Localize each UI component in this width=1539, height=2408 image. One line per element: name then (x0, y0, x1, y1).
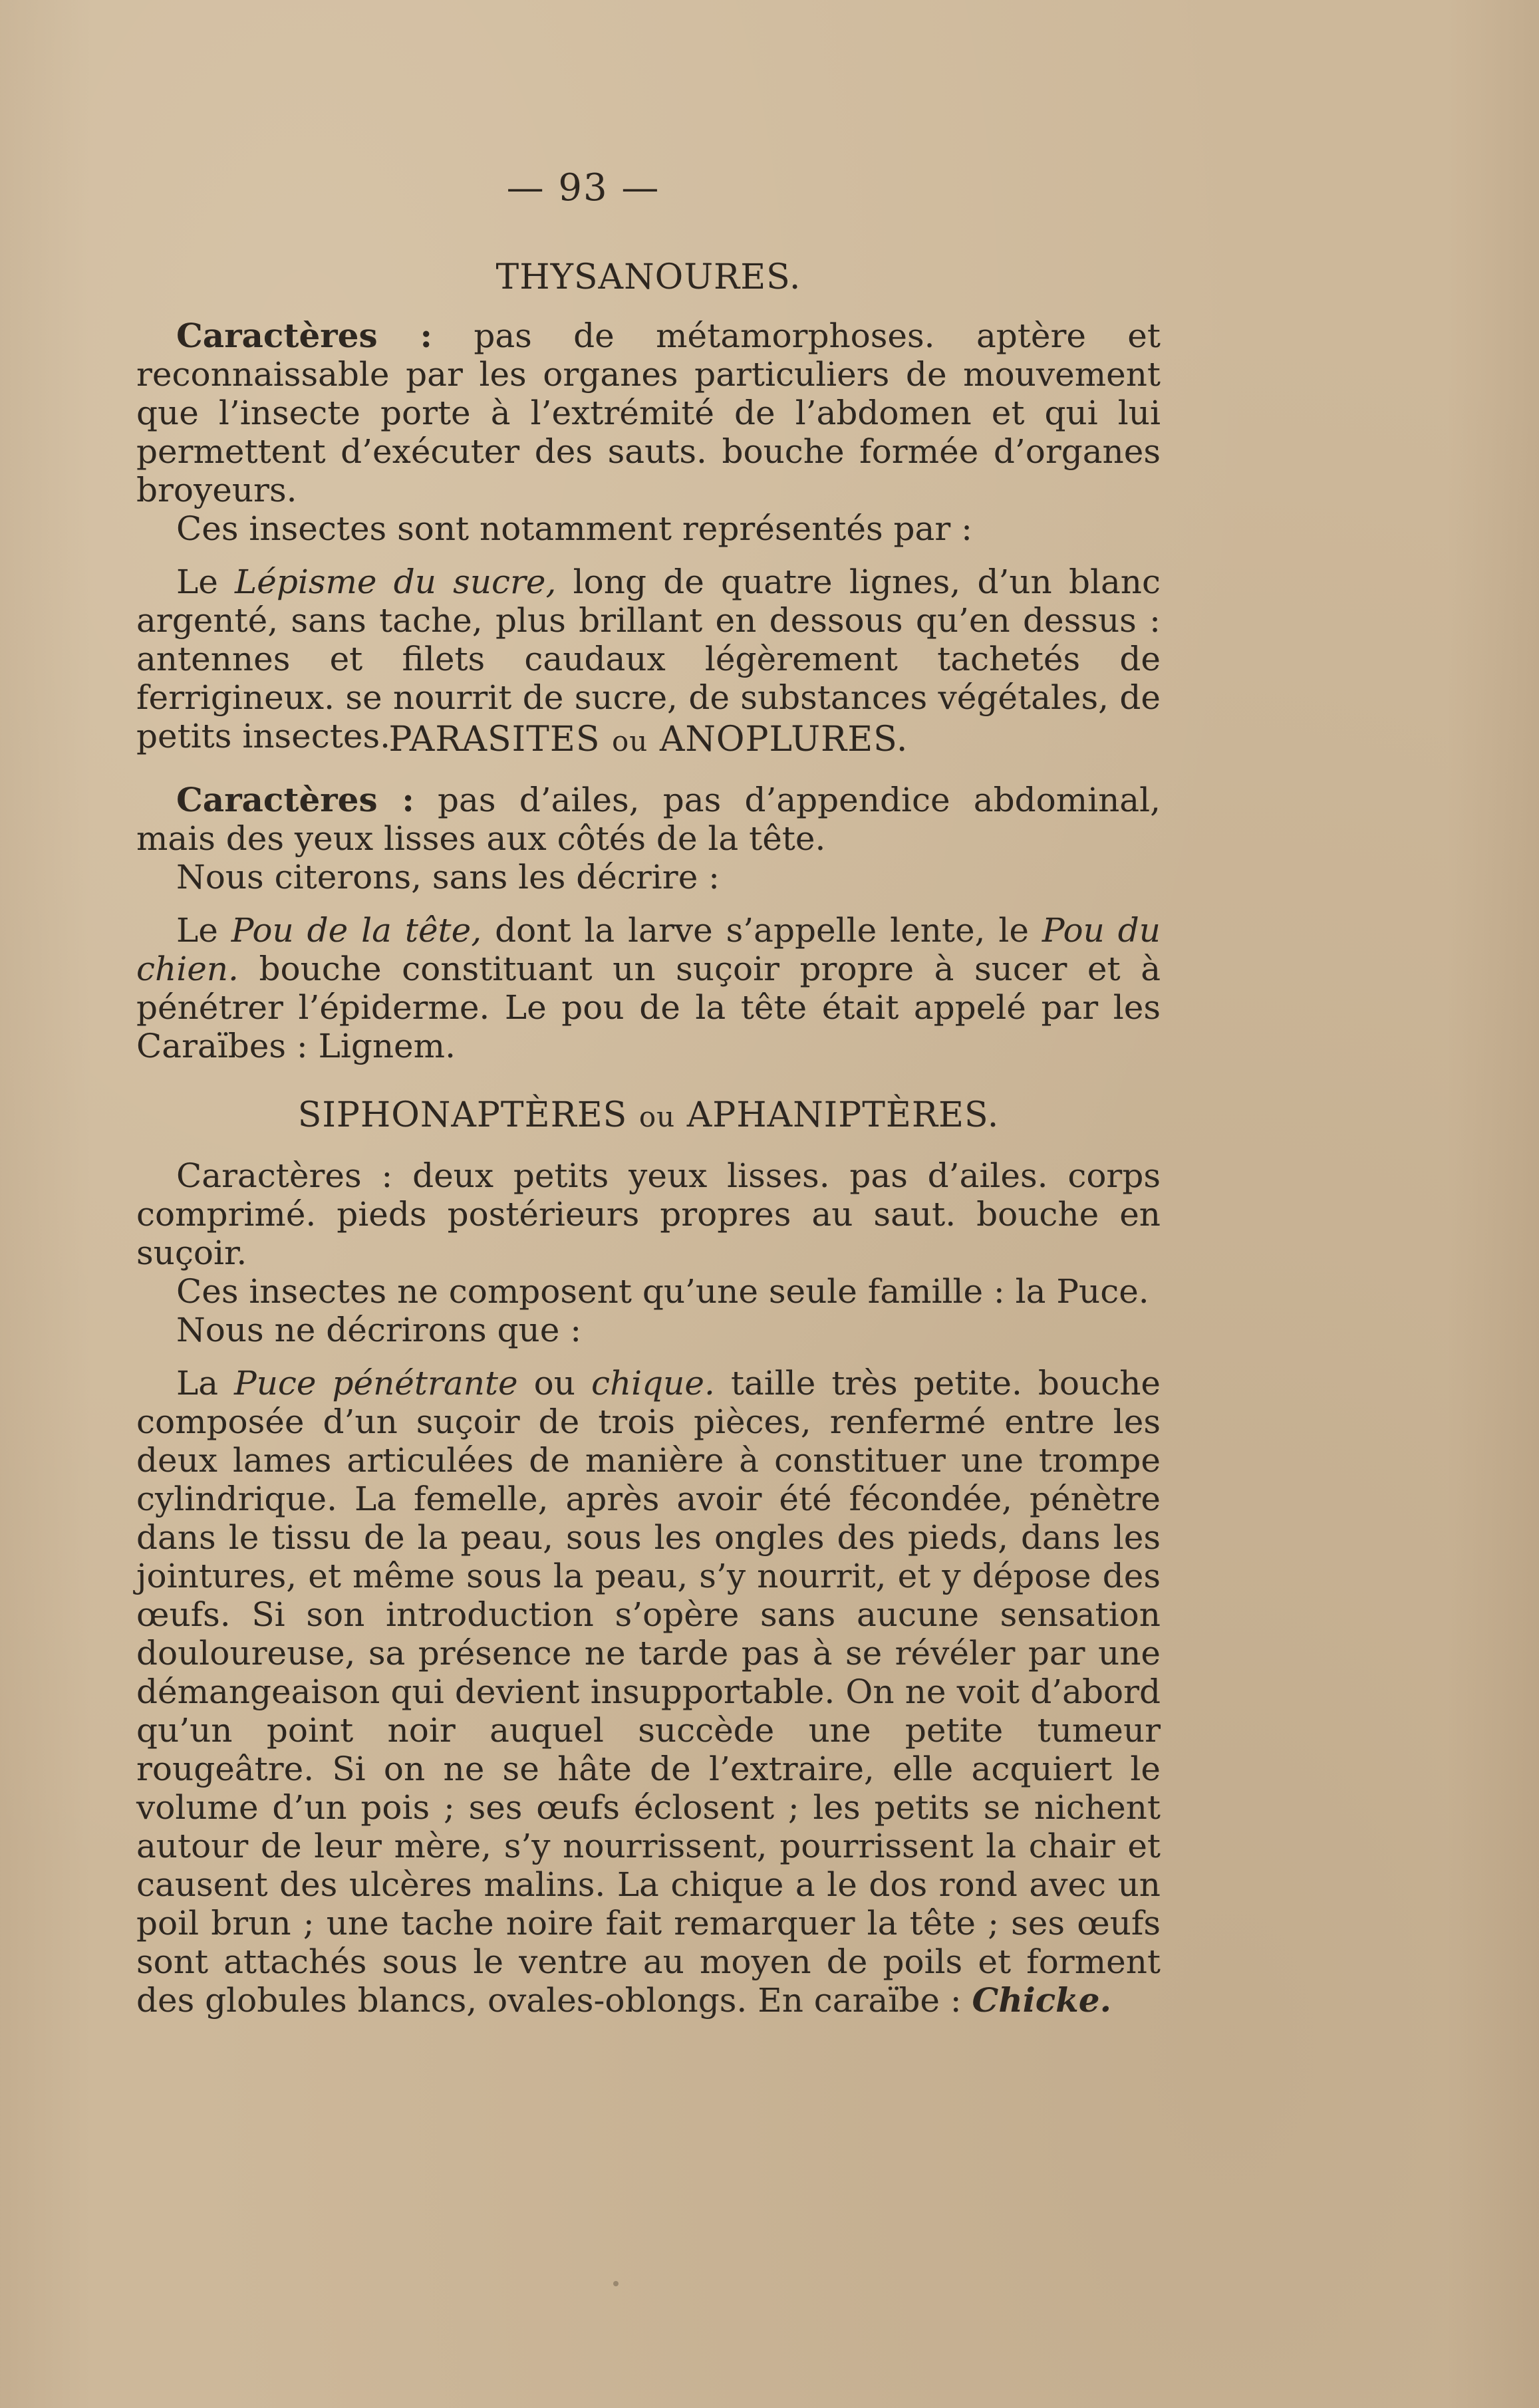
paragraph-mid: ou (517, 1364, 591, 1403)
section-title (136, 715, 1161, 766)
paragraph-mid: dont la larve s’appelle lente, le (482, 911, 1042, 950)
paragraph (136, 858, 1161, 896)
paragraph-text: Ces insectes sont notamment représentés par : (176, 509, 972, 548)
paragraph-text: Ces insectes ne composent qu’une seule famille : la Puce. (176, 1272, 1149, 1311)
section-title: THYSANOURES. (495, 257, 801, 297)
caraibe-name: Chicke. (972, 1980, 1111, 2020)
species-name: Pou de la tête, (231, 911, 482, 950)
paragraph-text: taille très petite. bouche composée d’un suçoir de trois pièces, renfermé entre les deux lames articulées de manière à constituer une trompe cylindrique. La femelle, après avoir été fécondée, pénètre dans le tissu de la peau, sous les ongles des pieds, dans les jointures, et même sous la peau, s’y nourrit, et y dépose des œufs. Si son introduction s’opère sans aucune sensation douloureuse, sa présence ne tarde pas à se révéler par une démangeaison qui devient insupportable. On ne voit d’abord qu’un point noir auquel succède une petite tumeur rougeâtre. Si on ne se hâte de l’extraire, elle acquiert le volume d’un pois ; ses œufs éclosent ; les petits se nichent autour de leur mère, s’y nourrissent, pourrissent la chair et causent des ulcères malins. La chique a le dos rond avec un poil brun ; une tache noire fait remarquer la tête ; ses œufs sont attachés sous le ventre au moyen de poils et forment des globules blancs, ovales-oblongs. En caraïbe : (136, 1364, 1161, 2020)
paragraph-text: long de quatre lignes, d’un blanc argenté, sans tache, plus brillant en dessous qu’en dessus : antennes et filets caudaux légèrement tachetés de ferrigineux. se nourrit de sucre, de substances végétales, de petits insectes. (136, 563, 1161, 755)
title-conj: ou (638, 1101, 676, 1133)
title-alt: ANOPLURES. (659, 720, 909, 759)
species-name: Lépisme du sucre, (235, 563, 557, 601)
page-number: — 93 — (506, 166, 660, 209)
paragraph (136, 509, 1161, 548)
paragraph (136, 911, 1161, 1065)
section-parasites (136, 715, 1161, 1065)
paragraph-pre: Le (176, 563, 235, 601)
paragraph-text: pas de métamorphoses. aptère et reconnaissable par les organes particuliers de mouvement que l’insecte porte à l’extrémité de l’abdomen et qui lui permettent d’exécuter des sauts. bouche formée d’organes broyeurs. (136, 317, 1161, 509)
lead-label: Caractères : (176, 316, 432, 355)
paragraph (136, 317, 1161, 509)
paper-speck (613, 2281, 619, 2286)
section-title (136, 1091, 1161, 1142)
species-name: chique. (591, 1364, 715, 1403)
paragraph (136, 1364, 1161, 2020)
paragraph-pre: La (176, 1364, 235, 1403)
lead-label: Caractères : (176, 1156, 393, 1195)
lead-label: Caractères : (176, 780, 414, 819)
title-main: SIPHONAPTÈRES (297, 1095, 628, 1135)
paragraph-text: Nous ne décrirons que : (176, 1311, 582, 1349)
paragraph-text: deux petits yeux lisses. pas d’ailes. corps comprimé. pieds postérieurs propres au saut. bouche en suçoir. (136, 1156, 1161, 1272)
title-main: PARASITES (388, 720, 601, 759)
species-name: Pou du chien. (136, 911, 1161, 988)
paragraph (136, 1156, 1161, 1272)
paragraph (136, 1272, 1161, 1311)
paragraph (136, 781, 1161, 858)
species-name: Puce pénétrante (234, 1364, 518, 1403)
title-conj: ou (611, 725, 648, 757)
section-thysanoures (136, 253, 1161, 755)
paragraph-text: bouche constituant un suçoir propre à sucer et à pénétrer l’épiderme. Le pou de la tête était appelé par les Caraïbes : Lignem. (136, 950, 1161, 1065)
paragraph-text: pas d’ailes, pas d’appendice abdominal, mais des yeux lisses aux côtés de la tête. (136, 781, 1161, 858)
paragraph-pre: Le (176, 911, 231, 950)
paragraph (136, 1311, 1161, 1349)
title-alt: APHANIPTÈRES. (686, 1095, 1000, 1135)
section-siphonapteres (136, 1091, 1161, 2020)
paragraph-text: Nous citerons, sans les décrire : (176, 858, 720, 896)
